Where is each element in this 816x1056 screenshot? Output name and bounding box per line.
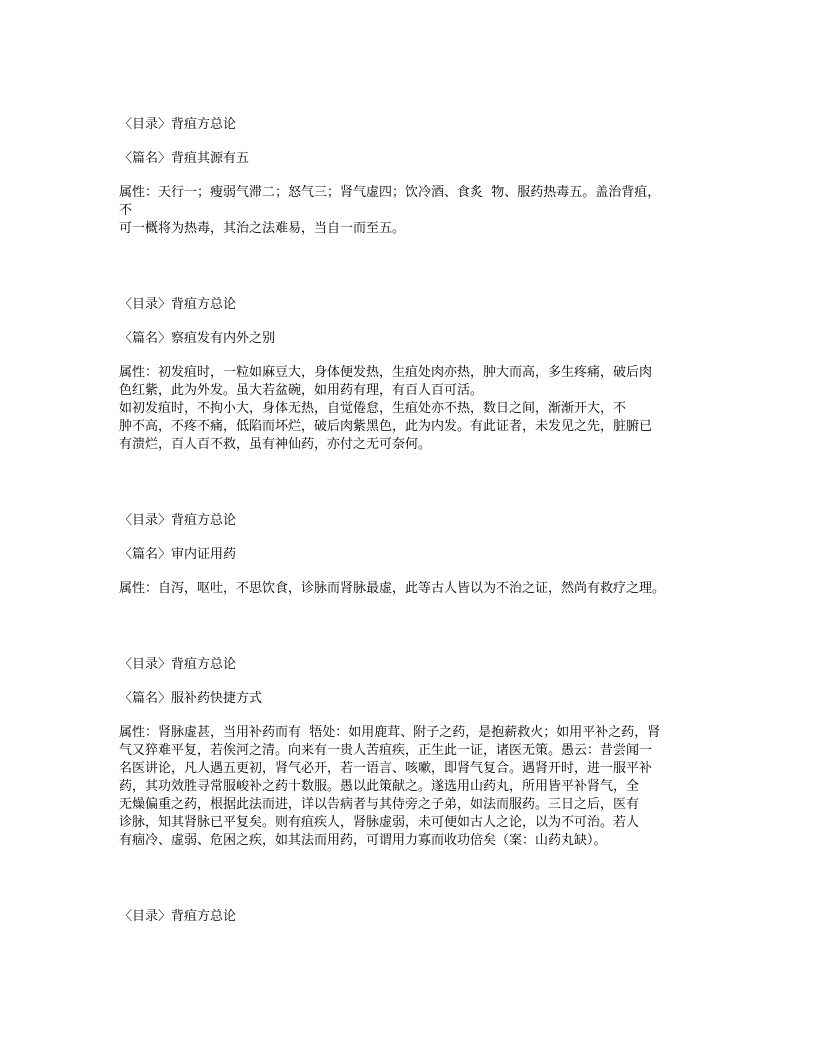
- body-line: 名医讲论，凡人遇五更初，肾气必开，若一语言、咳嗽，即肾气复合。遇肾开时，进一服平补: [119, 761, 653, 776]
- body-line: 属性：初发疽时，一粒如麻豆大，身体便发热，生疽处肉亦热，肿大而高，多生疼痛，破后肉: [119, 365, 653, 380]
- body-line: 诊脉，知其肾脉已平复矣。则有疽疾人，肾脉虚弱，未可便如古人之论，以为不可治。若人: [119, 815, 640, 830]
- body-line: 如初发疽时，不拘小大，身体无热，自觉倦怠，生疽处亦不热，数日之间，渐渐开大，不: [119, 401, 627, 416]
- body-line: 属性：天行一；瘦弱气滞二；怒气三；肾气虚四；饮冷酒、食炙 物、服药热毒五。盖治背疽，: [119, 185, 661, 200]
- chapter-heading: 〈篇名〉审内证用药: [119, 547, 237, 562]
- chapter-heading: 〈篇名〉背疽其源有五: [119, 151, 250, 166]
- chapter-heading: 〈篇名〉察疽发有内外之别: [119, 331, 276, 346]
- catalog-heading: 〈目录〉背疽方总论: [119, 909, 237, 924]
- body-line: 属性：肾脉虚甚，当用补药而有 牾处：如用鹿茸、附子之药，是抱薪救火；如用平补之药，肾: [119, 725, 661, 740]
- entry-section: [119, 512, 699, 598]
- chapter-heading: 〈篇名〉服补药快捷方式: [119, 691, 263, 706]
- entry-section: [119, 296, 699, 454]
- entry-section: [119, 116, 699, 238]
- catalog-heading: 〈目录〉背疽方总论: [119, 657, 237, 672]
- body-line: 有痼冷、虚弱、危困之疾，如其法而用药，可谓用力寡而收功倍矣（案：山药丸缺）。: [119, 833, 607, 848]
- body-line: 无燥偏重之药，根据此法而进，详以告病者与其侍旁之子弟，如法而服药。三日之后，医有: [119, 797, 640, 812]
- body-line: 可一概将为热毒，其治之法难易，当自一而至五。: [119, 221, 406, 236]
- body-line: 药，其功效胜寻常服峻补之药十数服。愚以此策献之。遂选用山药丸，所用皆平补肾气，全: [119, 779, 640, 794]
- body-line: 有溃烂，百人百不救，虽有神仙药，亦付之无可奈何。: [119, 437, 432, 452]
- entry-section: [119, 908, 699, 926]
- catalog-heading: 〈目录〉背疽方总论: [119, 513, 237, 528]
- body-line: 色红紫，此为外发。虽大若盆碗，如用药有理，有百人百可活。: [119, 383, 484, 398]
- catalog-heading: 〈目录〉背疽方总论: [119, 297, 237, 312]
- body-line: 不: [119, 203, 133, 218]
- body-line: 属性：自泻，呕吐，不思饮食，诊脉而肾脉最虚，此等古人皆以为不治之证，然尚有救疗之理。: [119, 581, 666, 596]
- document-page: [119, 116, 699, 926]
- body-line: 肿不高，不疼不痛，低陷而坏烂，破后肉紫黑色，此为内发。有此证者，未发见之先，脏腑已: [119, 419, 653, 434]
- entry-section: [119, 656, 699, 850]
- catalog-heading: 〈目录〉背疽方总论: [119, 117, 237, 132]
- body-line: 气又猝难平复，若俟河之清。向来有一贵人苦疽疾，正生此一证，诸医无策。愚云：昔尝闻一: [119, 743, 653, 758]
